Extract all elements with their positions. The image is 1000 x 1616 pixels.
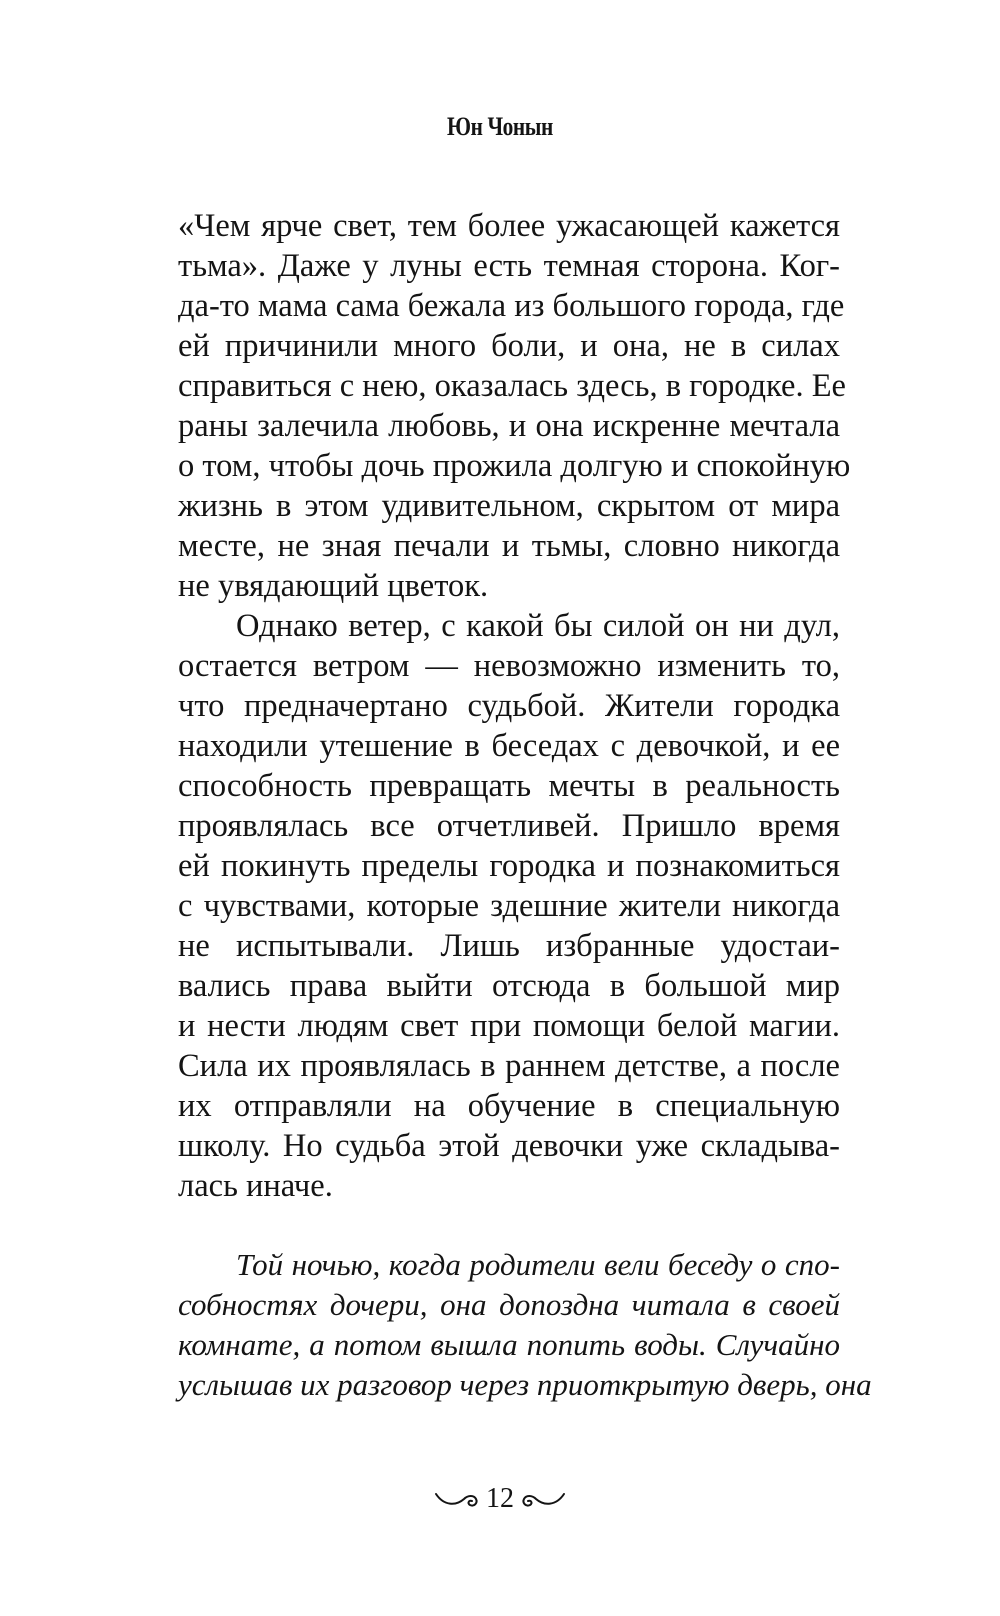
text-line: не увядающий цветок. — [178, 568, 489, 604]
text-line: что предначертано судьбой. Жители городка — [178, 688, 840, 724]
text-line: школу. Но судьба этой девочки уже складыва- — [178, 1128, 840, 1164]
text-line: с чувствами, которые здешние жители никогда — [178, 888, 840, 924]
text-line: раны залечила любовь, и она искренне мечтала — [178, 408, 840, 444]
text-line: лась иначе. — [178, 1168, 333, 1204]
italic-text-line: собностях дочери, она допоздна читала в своей — [178, 1287, 840, 1322]
text-line: месте, не зная печали и тьмы, словно никогда — [178, 528, 840, 564]
text-line: остается ветром — невозможно изменить то, — [178, 648, 840, 684]
text-line: «Чем ярче свет, тем более ужасающей кажется — [178, 208, 840, 244]
text-line: справиться с нею, оказалась здесь, в городке. Ее — [178, 368, 846, 404]
left-swirl-ornament-icon — [434, 1488, 480, 1510]
italic-text-line: Той ночью, когда родители вели беседу о спо- — [236, 1247, 840, 1282]
text-line: ей причинили много боли, и она, не в силах — [178, 328, 840, 364]
right-swirl-ornament-icon — [520, 1488, 566, 1510]
text-line: проявлялась все отчетливей. Пришло время — [178, 808, 840, 844]
text-line: да-то мама сама бежала из большого города, где — [178, 288, 845, 324]
text-line: и нести людям свет при помощи белой магии. — [178, 1008, 840, 1044]
text-line: не испытывали. Лишь избранные удостаи- — [178, 928, 840, 964]
text-line: тьма». Даже у луны есть темная сторона. Ког- — [178, 248, 840, 284]
text-line: Сила их проявлялась в раннем детстве, а после — [178, 1048, 840, 1084]
page-folio — [0, 1484, 1000, 1514]
italic-text-line: услышав их разговор через приоткрытую дверь, она — [178, 1367, 872, 1402]
text-line: ей покинуть пределы городка и познакомиться — [178, 848, 840, 884]
text-line: способность превращать мечты в реальность — [178, 768, 840, 804]
text-line: о том, чтобы дочь прожила долгую и спокойную — [178, 448, 851, 484]
page-number: 12 — [486, 1483, 514, 1514]
text-line: вались права выйти отсюда в большой мир — [178, 968, 840, 1004]
text-line: Однако ветер, с какой бы силой он ни дул, — [236, 608, 840, 644]
italic-text-line: комнате, а потом вышла попить воды. Случайно — [178, 1327, 840, 1362]
running-head: Юн Чонын — [447, 112, 553, 141]
text-line: жизнь в этом удивительном, скрытом от мира — [178, 488, 840, 524]
text-line: находили утешение в беседах с девочкой, и ее — [178, 728, 840, 764]
text-line: их отправляли на обучение в специальную — [178, 1088, 840, 1124]
